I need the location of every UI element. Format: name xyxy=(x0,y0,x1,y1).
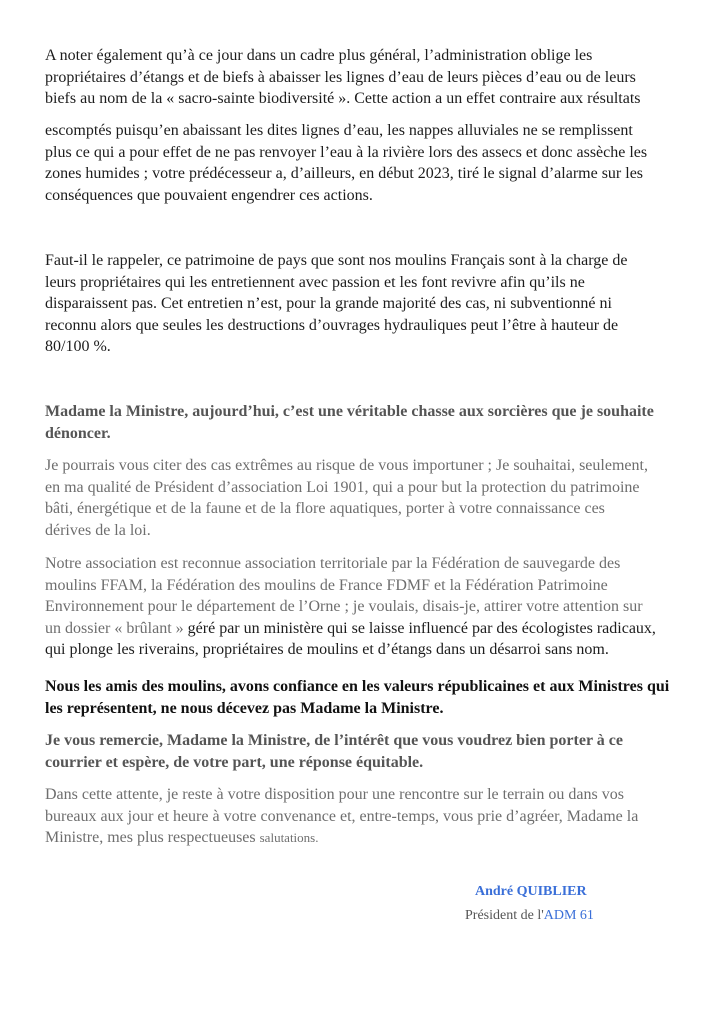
text-segment: Madame la Ministre, aujourd’hui, c’est une véritable chasse aux sorcières que je souhaite xyxy=(45,403,654,420)
signature-title xyxy=(465,908,594,924)
text-segment: zones humides ; votre prédécesseur a, d’ailleurs, en début 2023, tiré le signal d’alarme sur les xyxy=(45,165,644,183)
text-segment: les représentent, ne nous décevez pas Madame la Ministre. xyxy=(45,699,444,717)
text-line xyxy=(45,88,641,110)
text-line xyxy=(45,477,648,499)
text-segment: Notre association est reconnue association territoriale par la Fédération de sauvegarde des xyxy=(45,555,621,572)
text-segment: salutations. xyxy=(259,830,319,846)
text-line xyxy=(45,185,647,207)
text-segment: A noter également qu’à ce jour dans un cadre plus général, l’administration oblige les xyxy=(45,47,593,64)
text-segment: propriétaires d’étangs et de biefs à abaisser les lignes d’eau de leurs pièces d’eau ou de leurs xyxy=(45,68,636,86)
text-line xyxy=(45,67,641,89)
text-line xyxy=(45,45,641,67)
text-segment: Nous les amis des moulins, avons confiance en les valeurs républicaines et aux Ministres qui xyxy=(45,678,670,695)
text-line xyxy=(45,272,627,294)
text-segment: 80/100 %. xyxy=(45,338,111,356)
text-line xyxy=(45,250,627,272)
text-segment: Ministre, mes plus respectueuses xyxy=(45,829,260,847)
text-line xyxy=(45,142,647,164)
paragraph xyxy=(45,730,623,773)
text-line xyxy=(45,401,654,423)
text-line xyxy=(45,455,648,477)
text-line xyxy=(45,553,656,575)
text-line xyxy=(45,784,638,806)
text-segment: Faut-il le rappeler, ce patrimoine de pays que sont nos moulins Français sont à la charge de xyxy=(45,252,628,269)
paragraph xyxy=(45,784,638,849)
signature-organization: ADM 61 xyxy=(543,908,594,923)
text-segment: plus ce qui a pour effet de ne pas renvoyer l’eau à la rivière lors des assecs et donc assèche les xyxy=(45,143,648,161)
text-segment: dérives de la loi. xyxy=(45,521,151,539)
paragraph xyxy=(45,250,627,358)
text-line xyxy=(45,293,627,315)
text-segment: moulins FFAM, la Fédération des moulins de France FDMF et la Fédération Patrimoine xyxy=(45,576,608,594)
text-line xyxy=(45,315,627,337)
text-segment: courrier et espère, de votre part, une réponse équitable. xyxy=(45,753,424,771)
text-segment: conséquences que pouvaient engendrer ces actions. xyxy=(45,186,373,204)
text-line xyxy=(45,618,656,640)
text-line xyxy=(45,676,669,698)
paragraph xyxy=(45,676,669,719)
text-line xyxy=(45,596,656,618)
text-segment: reconnu alors que seules les destructions d’ouvrages hydrauliques peut l’être à hauteur de xyxy=(45,316,619,334)
paragraph xyxy=(45,401,654,444)
text-segment: dénoncer. xyxy=(45,424,111,442)
text-segment: géré par un ministère qui se laisse influencé par des écologistes radicaux, xyxy=(187,619,656,637)
paragraph xyxy=(45,553,656,661)
text-segment: disparaissent pas. Cet entretien n’est, pour la grande majorité des cas, ni subventionné ni xyxy=(45,295,612,313)
signature-name: André QUIBLIER xyxy=(475,884,587,899)
text-line xyxy=(45,575,656,597)
text-segment: bureaux aux jour et heure à votre convenance et, entre-temps, vous prie d’agréer, Madame la xyxy=(45,807,639,825)
text-line xyxy=(45,336,627,358)
text-segment: en ma qualité de Président d’association Loi 1901, qui a pour but la protection du patrimoine xyxy=(45,478,640,496)
text-line xyxy=(45,639,656,661)
text-segment: bâti, énergétique et de la faune et de la flore aquatiques, porter à votre connaissance ces xyxy=(45,500,605,518)
paragraph xyxy=(45,45,641,110)
text-segment: Dans cette attente, je reste à votre disposition pour une rencontre sur le terrain ou dans vos xyxy=(45,786,624,803)
text-line xyxy=(45,163,647,185)
text-line xyxy=(45,698,669,720)
text-segment: escomptés puisqu’en abaissant les dites lignes d’eau, les nappes alluviales ne se remplissent xyxy=(45,122,633,139)
text-line xyxy=(45,730,623,752)
text-line xyxy=(45,806,638,828)
text-line xyxy=(45,423,654,445)
text-line xyxy=(45,498,648,520)
text-segment: leurs propriétaires qui les entretiennent avec passion et les font revivre afin qu’ils ne xyxy=(45,273,585,291)
text-line xyxy=(45,752,623,774)
paragraph xyxy=(45,120,647,206)
signature-title-prefix: Président de l' xyxy=(465,908,544,923)
text-line xyxy=(45,520,648,542)
text-segment: Je vous remercie, Madame la Ministre, de l’intérêt que vous voudrez bien porter à ce xyxy=(45,732,623,749)
text-line xyxy=(45,827,638,849)
text-line xyxy=(45,120,647,142)
paragraph xyxy=(45,455,648,541)
text-segment: qui plonge les riverains, propriétaires de moulins et d’étangs dans un désarroi sans nom. xyxy=(45,641,609,659)
text-segment: biefs au nom de la « sacro-sainte biodiversité ». Cette action a un effet contraire aux résultats xyxy=(45,90,641,108)
text-segment: Je pourrais vous citer des cas extrêmes au risque de vous importuner ; Je souhaitai, seulement, xyxy=(45,457,648,474)
text-segment: Environnement pour le département de l’Orne ; je voulais, disais-je, attirer votre attention sur xyxy=(45,598,643,616)
text-segment: un dossier « brûlant » xyxy=(45,619,188,637)
